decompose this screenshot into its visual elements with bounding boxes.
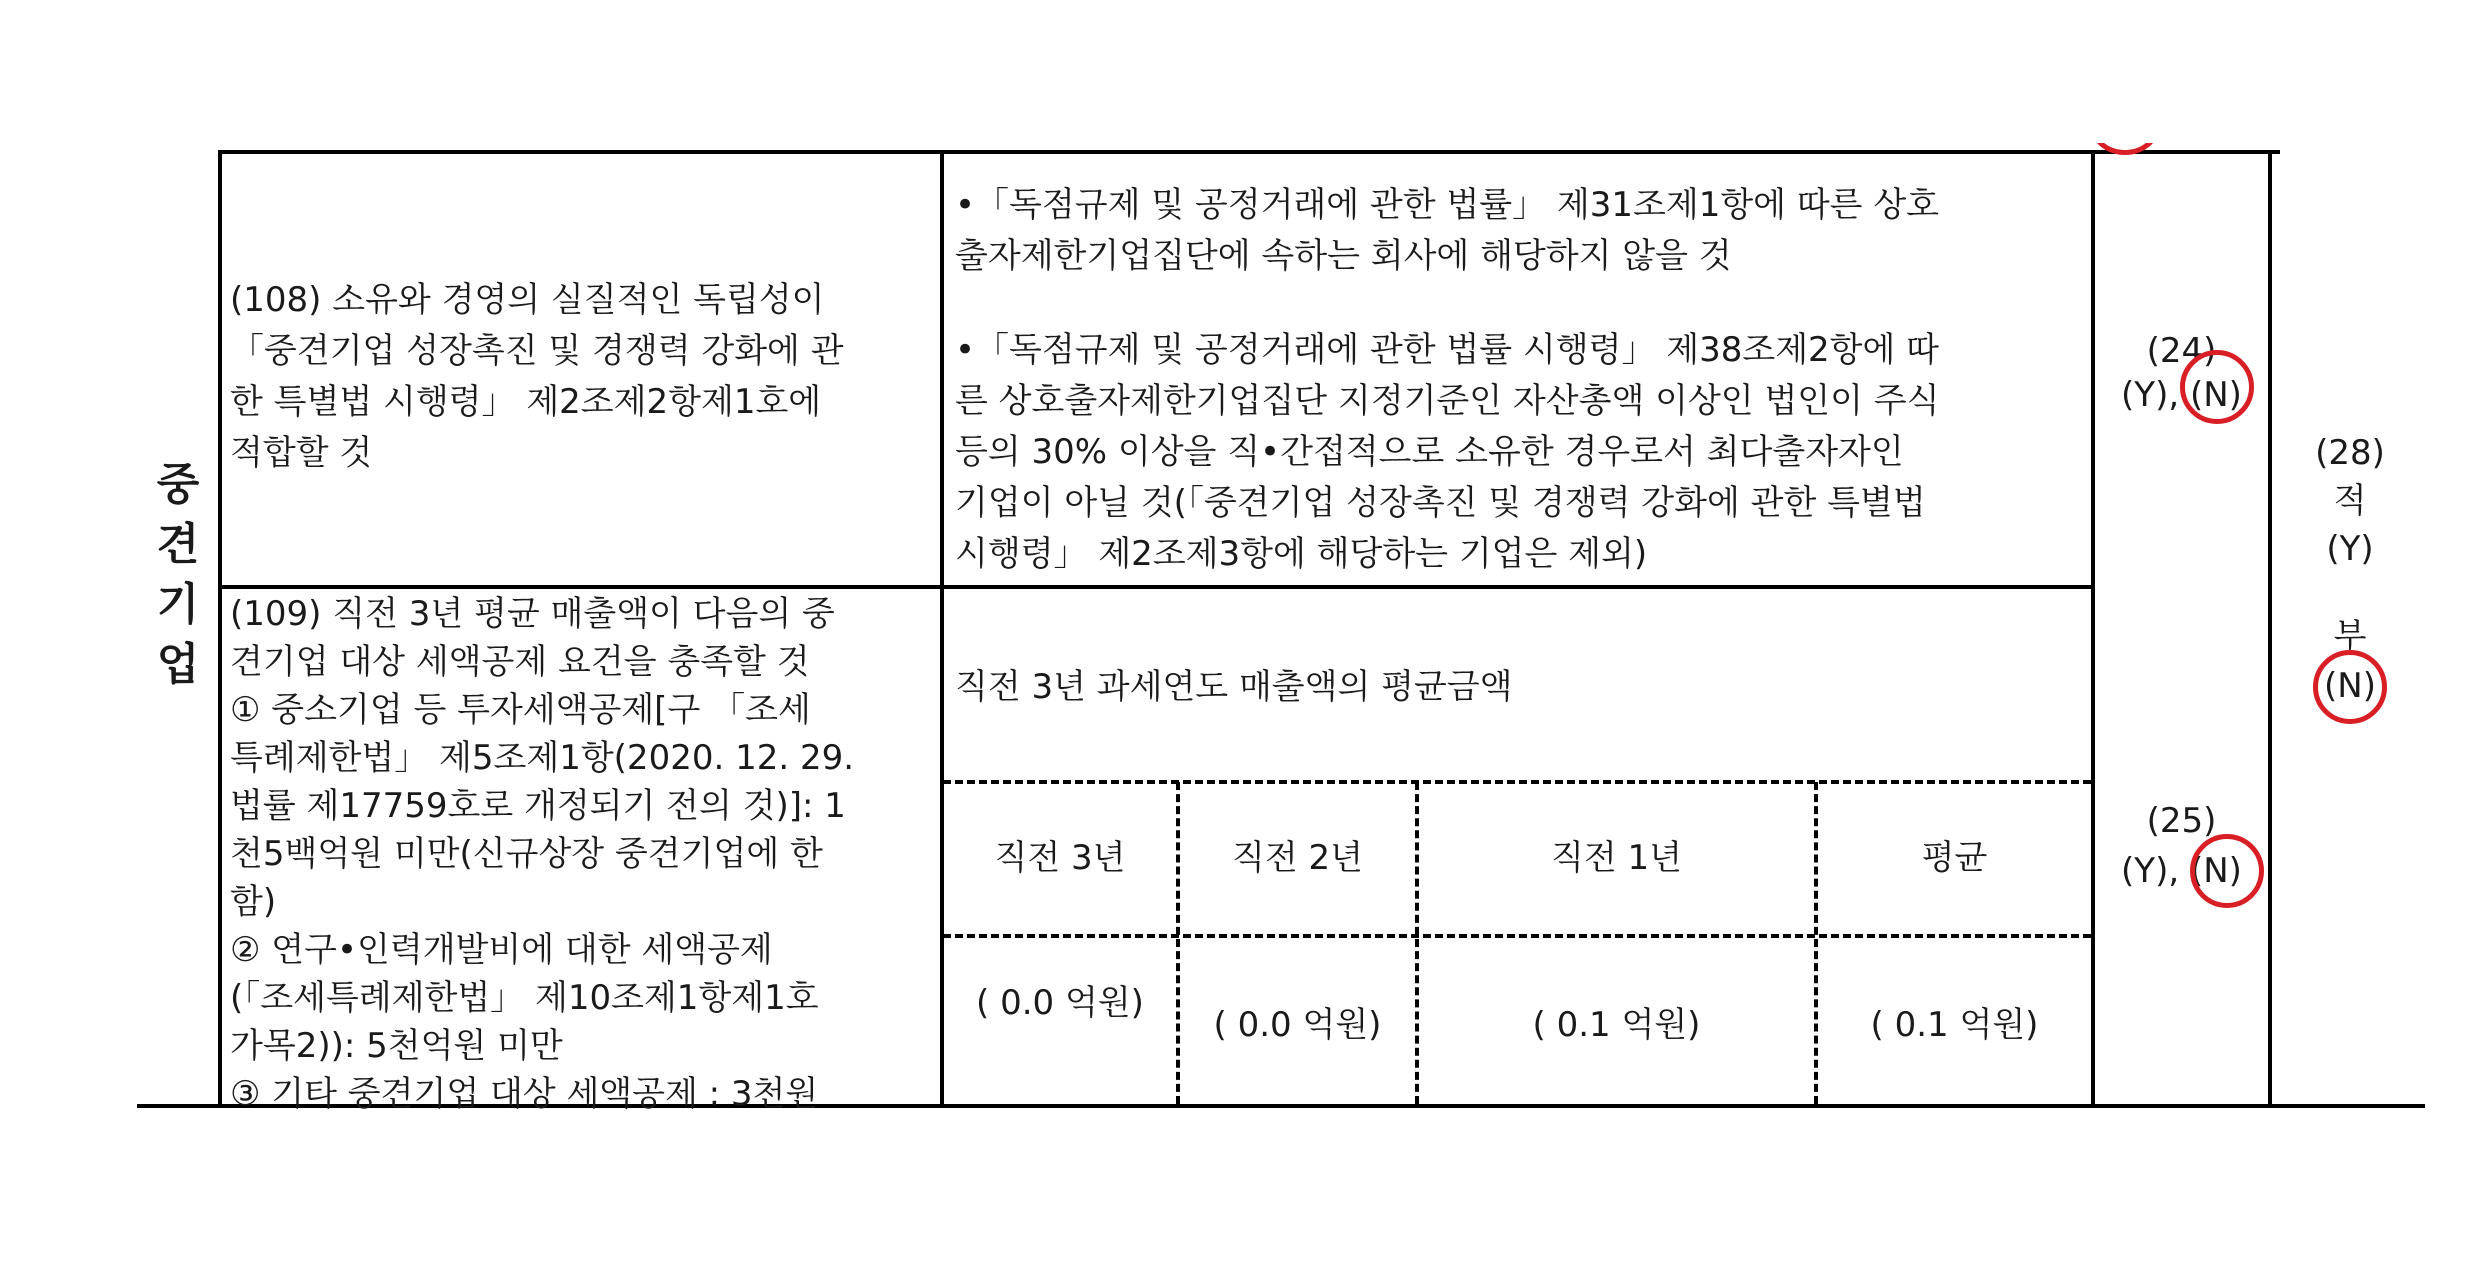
item-108-line: 한 특별법 시행령」 제2조제2항제1호에 — [230, 382, 822, 422]
check-24-options[interactable]: (Y), (N) — [2121, 375, 2242, 415]
item-108-line: 「중견기업 성장촉진 및 경쟁력 강화에 관 — [230, 331, 844, 371]
criteria-108-a — [955, 180, 1939, 282]
item-109-description — [230, 590, 854, 1118]
subtable-header-top — [943, 780, 2091, 784]
check-24-circle-n — [2180, 350, 2254, 424]
overall-number: (28) — [2315, 433, 2385, 473]
item-108-line: 적합할 것 — [230, 433, 373, 473]
check-24-number: (24) — [2146, 331, 2217, 371]
overall-no-code[interactable]: (N) — [2324, 666, 2376, 706]
item-109-line: 법률 제17759호로 개정되기 전의 것)]: 1 — [230, 786, 846, 826]
item-109-line: 특례제한법」 제5조제1항(2020. 12. 29. — [230, 738, 855, 778]
item-109-line: 가목2)): 5천억원 미만 — [230, 1026, 563, 1066]
subtable-header-3y: 직전 3년 — [994, 838, 1126, 878]
check-25-options[interactable]: (Y), (N) — [2121, 851, 2242, 891]
subtable-header-1y: 직전 1년 — [1551, 838, 1682, 878]
check-25-circle-n — [2190, 834, 2264, 908]
subtable-value-avg: ( 0.1 억원) — [1870, 1005, 2039, 1045]
criteria-line: 등의 30% 이상을 직•간접적으로 소유한 경우로서 최다출자자인 — [955, 432, 1904, 472]
col-border-check — [2268, 150, 2272, 1106]
category-label: 중 견 기 업 — [156, 459, 200, 690]
subtable-col-1 — [1176, 782, 1180, 1104]
overall-yes-code[interactable]: (Y) — [2326, 529, 2374, 569]
subtable-header-bottom — [943, 934, 2091, 938]
overall-yes-label: 적 — [2333, 481, 2367, 521]
item-108-description — [230, 275, 844, 479]
criteria-line: •「독점규제 및 공정거래에 관한 법률」 제31조제1항에 따른 상호 — [955, 185, 1940, 225]
criteria-109-title: 직전 3년 과세연도 매출액의 평균금액 — [955, 667, 1513, 707]
criteria-line: 른 상호출자제한기업집단 지정기준인 자산총액 이상인 법인이 주식 — [955, 381, 1940, 421]
item-109-line: (「조세특례제한법」 제10조제1항제1호 — [230, 978, 819, 1018]
col-border-item — [940, 150, 944, 1106]
item-109-line: ① 중소기업 등 투자세액공제[구 「조세 — [230, 690, 811, 730]
subtable-value-2y: ( 0.0 억원) — [1213, 1005, 1382, 1045]
subtable-col-3 — [1814, 782, 1818, 1104]
subtable-header-2y: 직전 2년 — [1232, 838, 1363, 878]
subtable-value-1y: ( 0.1 억원) — [1532, 1005, 1701, 1045]
item-109-line: 함) — [230, 882, 277, 922]
overall-no-label: 부 — [2333, 616, 2367, 656]
subtable-value-3y: ( 0.0 억원) — [976, 983, 1144, 1023]
criteria-108-b — [955, 325, 1939, 580]
criteria-line: 기업이 아닐 것(「중견기업 성장촉진 및 경쟁력 강화에 관한 특별법 — [955, 483, 1926, 523]
col-border-left — [218, 150, 222, 1106]
item-109-line: 견기업 대상 세액공제 요건을 충족할 것 — [230, 642, 810, 682]
col-border-criteria — [2091, 150, 2095, 1106]
subtable-col-2 — [1415, 782, 1419, 1104]
item-109-line: ③ 기타 중견기업 대상 세액공제 : 3천원 — [230, 1074, 819, 1114]
item-108-line: (108) 소유와 경영의 실질적인 독립성이 — [230, 280, 825, 320]
item-109-line: ② 연구•인력개발비에 대한 세액공제 — [230, 930, 773, 970]
criteria-line: 출자제한기업집단에 속하는 회사에 해당하지 않을 것 — [955, 236, 1732, 276]
item-109-line: (109) 직전 3년 평균 매출액이 다음의 중 — [230, 594, 835, 634]
row-divider — [218, 585, 2095, 589]
criteria-line: •「독점규제 및 공정거래에 관한 법률 시행령」 제38조제2항에 따 — [955, 330, 1940, 370]
check-25-number: (25) — [2146, 801, 2217, 841]
prev-row-circle-fragment — [2090, 95, 2160, 155]
overall-circle-n — [2313, 650, 2387, 724]
table-top-border — [218, 150, 2280, 154]
subtable-header-avg: 평균 — [1921, 838, 1988, 878]
item-109-line: 천5백억원 미만(신규상장 중견기업에 한 — [230, 834, 823, 874]
criteria-line: 시행령」 제2조제3항에 해당하는 기업은 제외) — [955, 534, 1648, 574]
